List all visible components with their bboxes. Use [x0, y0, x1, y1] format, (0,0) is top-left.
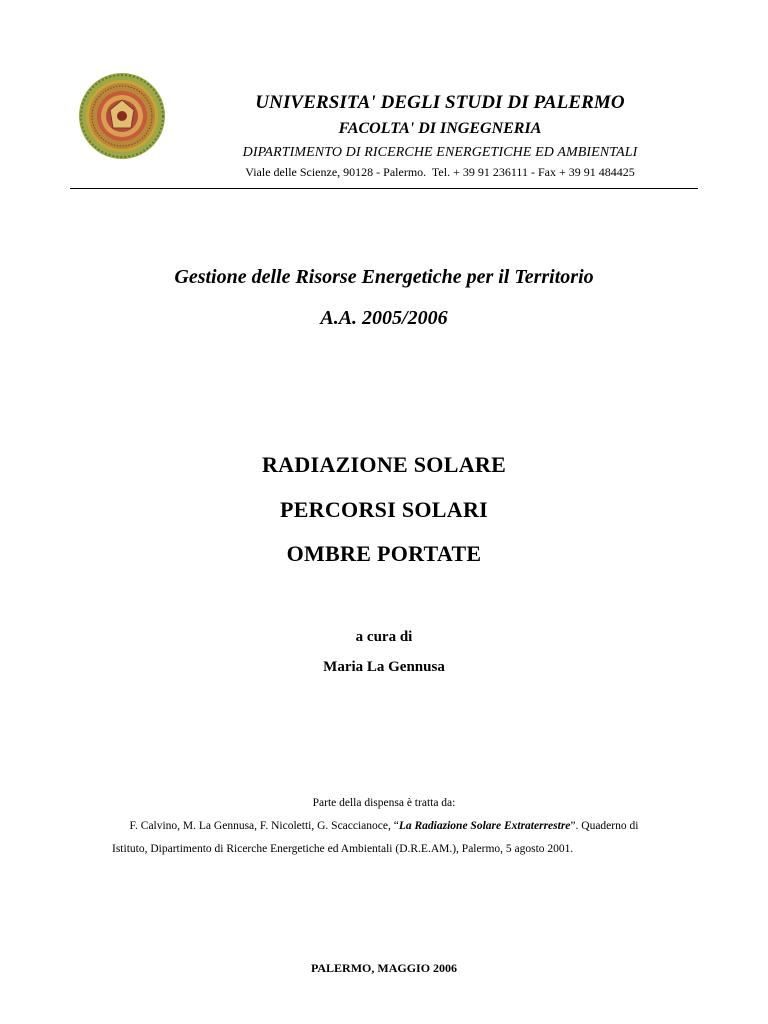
source-citation-line-1 — [0, 820, 768, 832]
faculty-name: FACOLTA' DI INGEGNERIA — [338, 120, 542, 137]
citation-title: La Radiazione Solare Extraterrestre — [398, 820, 571, 832]
curator-label: a cura di — [355, 629, 413, 645]
university-name: UNIVERSITA' DEGLI STUDI DI PALERMO — [255, 92, 625, 113]
citation-suffix: ”. Quaderno di — [570, 820, 639, 832]
academic-year: A.A. 2005/2006 — [320, 307, 448, 329]
title-line-1: RADIAZIONE SOLARE — [261, 452, 507, 477]
title-line-2: PERCORSI SOLARI — [279, 497, 489, 522]
source-intro: Parte della dispensa è tratta da: — [312, 797, 456, 809]
department-name: DIPARTIMENTO DI RICERCHE ENERGETICHE ED AMBIENTALI — [242, 145, 638, 160]
curator-name: Maria La Gennusa — [323, 659, 445, 675]
title-line-3: OMBRE PORTATE — [286, 541, 482, 566]
department-address: Viale delle Scienze, 90128 - Palermo. Tel. + 39 91 236111 - Fax + 39 91 484425 — [245, 165, 635, 179]
place-date-footer: PALERMO, MAGGIO 2006 — [310, 961, 458, 975]
course-name: Gestione delle Risorse Energetiche per il Territorio — [174, 266, 594, 288]
citation-authors: F. Calvino, M. La Gennusa, F. Nicoletti, G. Scaccianoce, “ — [129, 820, 399, 832]
source-citation-line-2: Istituto, Dipartimento di Ricerche Energetiche ed Ambientali (D.R.E.AM.), Palermo, 5 agosto 2001. — [112, 843, 574, 855]
header-divider — [70, 188, 698, 189]
university-seal-icon — [77, 70, 167, 162]
